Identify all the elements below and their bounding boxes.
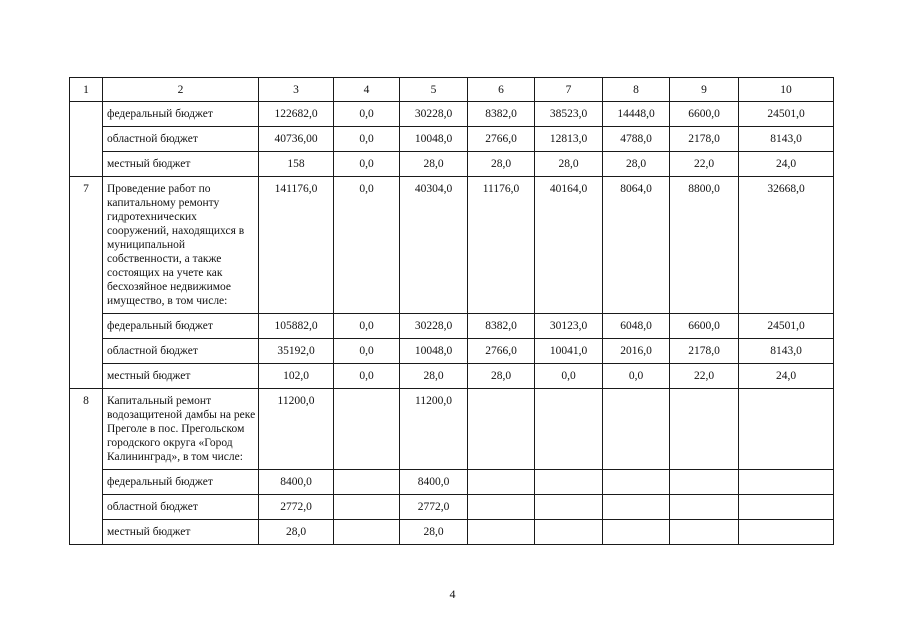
header-cell-col8: 8 — [603, 78, 670, 102]
value-cell-col6 — [468, 495, 535, 520]
value-cell-col10 — [739, 520, 834, 545]
header-cell-col7: 7 — [535, 78, 603, 102]
value-cell-col6: 8382,0 — [468, 314, 535, 339]
value-cell-col5: 30228,0 — [400, 102, 468, 127]
value-cell-col4: 0,0 — [334, 339, 400, 364]
value-cell-col10: 24501,0 — [739, 314, 834, 339]
budget-source-row — [70, 339, 834, 364]
value-cell-col7: 28,0 — [535, 152, 603, 177]
row-number-cell — [70, 102, 103, 177]
value-cell-col6: 2766,0 — [468, 127, 535, 152]
value-cell-col5: 10048,0 — [400, 127, 468, 152]
budget-source-cell: федеральный бюджет — [103, 470, 259, 495]
value-cell-col7 — [535, 495, 603, 520]
value-cell-col3: 2772,0 — [259, 495, 334, 520]
value-cell-col7: 10041,0 — [535, 339, 603, 364]
value-cell-col8: 0,0 — [603, 364, 670, 389]
value-cell-col3: 11200,0 — [259, 389, 334, 470]
value-cell-col9 — [670, 470, 739, 495]
value-cell-col9: 6600,0 — [670, 102, 739, 127]
value-cell-col5: 2772,0 — [400, 495, 468, 520]
budget-source-cell: местный бюджет — [103, 520, 259, 545]
value-cell-col8: 8064,0 — [603, 177, 670, 314]
value-cell-col4 — [334, 495, 400, 520]
value-cell-col4: 0,0 — [334, 152, 400, 177]
budget-source-cell: областной бюджет — [103, 127, 259, 152]
value-cell-col9 — [670, 520, 739, 545]
value-cell-col8 — [603, 520, 670, 545]
value-cell-col5: 11200,0 — [400, 389, 468, 470]
budget-source-row — [70, 127, 834, 152]
value-cell-col4: 0,0 — [334, 364, 400, 389]
value-cell-col9: 22,0 — [670, 152, 739, 177]
value-cell-col7 — [535, 470, 603, 495]
value-cell-col3: 28,0 — [259, 520, 334, 545]
value-cell-col4 — [334, 470, 400, 495]
item-description-cell: Капитальный ремонт водозащитеной дамбы на реке Преголе в пос. Прегольском городского округа «Город Калининград», в том числе: — [103, 389, 259, 470]
value-cell-col9: 6600,0 — [670, 314, 739, 339]
value-cell-col10: 24,0 — [739, 364, 834, 389]
value-cell-col6 — [468, 520, 535, 545]
value-cell-col3: 35192,0 — [259, 339, 334, 364]
value-cell-col5: 10048,0 — [400, 339, 468, 364]
value-cell-col8: 28,0 — [603, 152, 670, 177]
budget-source-row — [70, 152, 834, 177]
value-cell-col4: 0,0 — [334, 314, 400, 339]
value-cell-col10 — [739, 470, 834, 495]
value-cell-col10: 24,0 — [739, 152, 834, 177]
value-cell-col3: 122682,0 — [259, 102, 334, 127]
value-cell-col5: 8400,0 — [400, 470, 468, 495]
value-cell-col7: 0,0 — [535, 364, 603, 389]
value-cell-col8 — [603, 495, 670, 520]
value-cell-col5: 28,0 — [400, 152, 468, 177]
header-cell-col1: 1 — [70, 78, 103, 102]
value-cell-col6 — [468, 470, 535, 495]
value-cell-col10: 32668,0 — [739, 177, 834, 314]
value-cell-col10: 24501,0 — [739, 102, 834, 127]
value-cell-col7: 12813,0 — [535, 127, 603, 152]
value-cell-col10: 8143,0 — [739, 339, 834, 364]
value-cell-col4 — [334, 389, 400, 470]
value-cell-col8: 4788,0 — [603, 127, 670, 152]
value-cell-col7 — [535, 389, 603, 470]
value-cell-col8 — [603, 470, 670, 495]
value-cell-col10: 8143,0 — [739, 127, 834, 152]
value-cell-col7 — [535, 520, 603, 545]
header-cell-col3: 3 — [259, 78, 334, 102]
row-number-cell: 7 — [70, 177, 103, 389]
budget-source-cell: федеральный бюджет — [103, 102, 259, 127]
budget-source-row — [70, 520, 834, 545]
value-cell-col10 — [739, 495, 834, 520]
value-cell-col5: 30228,0 — [400, 314, 468, 339]
header-cell-col5: 5 — [400, 78, 468, 102]
value-cell-col8: 14448,0 — [603, 102, 670, 127]
value-cell-col4: 0,0 — [334, 127, 400, 152]
value-cell-col7: 30123,0 — [535, 314, 603, 339]
budget-source-cell: местный бюджет — [103, 364, 259, 389]
value-cell-col10 — [739, 389, 834, 470]
budget-source-row — [70, 495, 834, 520]
header-row — [70, 78, 834, 102]
value-cell-col5: 28,0 — [400, 364, 468, 389]
value-cell-col3: 105882,0 — [259, 314, 334, 339]
value-cell-col8: 6048,0 — [603, 314, 670, 339]
value-cell-col9 — [670, 389, 739, 470]
budget-source-row — [70, 102, 834, 127]
header-cell-col2: 2 — [103, 78, 259, 102]
header-cell-col9: 9 — [670, 78, 739, 102]
item-description-cell: Проведение работ по капитальному ремонту гидротехнических сооружений, находящихся в муниципальной собственности, а также состоящих на учете как бесхозяйное недвижимое имущество, в том числе: — [103, 177, 259, 314]
value-cell-col4: 0,0 — [334, 177, 400, 314]
budget-table — [69, 77, 834, 545]
item-row — [70, 177, 834, 314]
value-cell-col9: 2178,0 — [670, 127, 739, 152]
value-cell-col3: 40736,00 — [259, 127, 334, 152]
budget-source-cell: местный бюджет — [103, 152, 259, 177]
budget-source-cell: областной бюджет — [103, 339, 259, 364]
budget-source-cell: областной бюджет — [103, 495, 259, 520]
budget-source-row — [70, 470, 834, 495]
value-cell-col6 — [468, 389, 535, 470]
value-cell-col7: 40164,0 — [535, 177, 603, 314]
table-body — [70, 78, 834, 545]
value-cell-col8 — [603, 389, 670, 470]
value-cell-col7: 38523,0 — [535, 102, 603, 127]
page-number: 4 — [449, 587, 456, 601]
header-cell-col10: 10 — [739, 78, 834, 102]
value-cell-col5: 40304,0 — [400, 177, 468, 314]
budget-source-cell: федеральный бюджет — [103, 314, 259, 339]
value-cell-col9: 22,0 — [670, 364, 739, 389]
value-cell-col6: 11176,0 — [468, 177, 535, 314]
value-cell-col9: 2178,0 — [670, 339, 739, 364]
header-cell-col6: 6 — [468, 78, 535, 102]
header-cell-col4: 4 — [334, 78, 400, 102]
budget-source-row — [70, 314, 834, 339]
value-cell-col6: 28,0 — [468, 364, 535, 389]
value-cell-col9: 8800,0 — [670, 177, 739, 314]
value-cell-col3: 102,0 — [259, 364, 334, 389]
value-cell-col6: 28,0 — [468, 152, 535, 177]
value-cell-col4 — [334, 520, 400, 545]
value-cell-col3: 158 — [259, 152, 334, 177]
value-cell-col6: 2766,0 — [468, 339, 535, 364]
item-row — [70, 389, 834, 470]
value-cell-col8: 2016,0 — [603, 339, 670, 364]
value-cell-col4: 0,0 — [334, 102, 400, 127]
value-cell-col3: 8400,0 — [259, 470, 334, 495]
value-cell-col9 — [670, 495, 739, 520]
budget-source-row — [70, 364, 834, 389]
value-cell-col5: 28,0 — [400, 520, 468, 545]
row-number-cell: 8 — [70, 389, 103, 545]
value-cell-col6: 8382,0 — [468, 102, 535, 127]
value-cell-col3: 141176,0 — [259, 177, 334, 314]
